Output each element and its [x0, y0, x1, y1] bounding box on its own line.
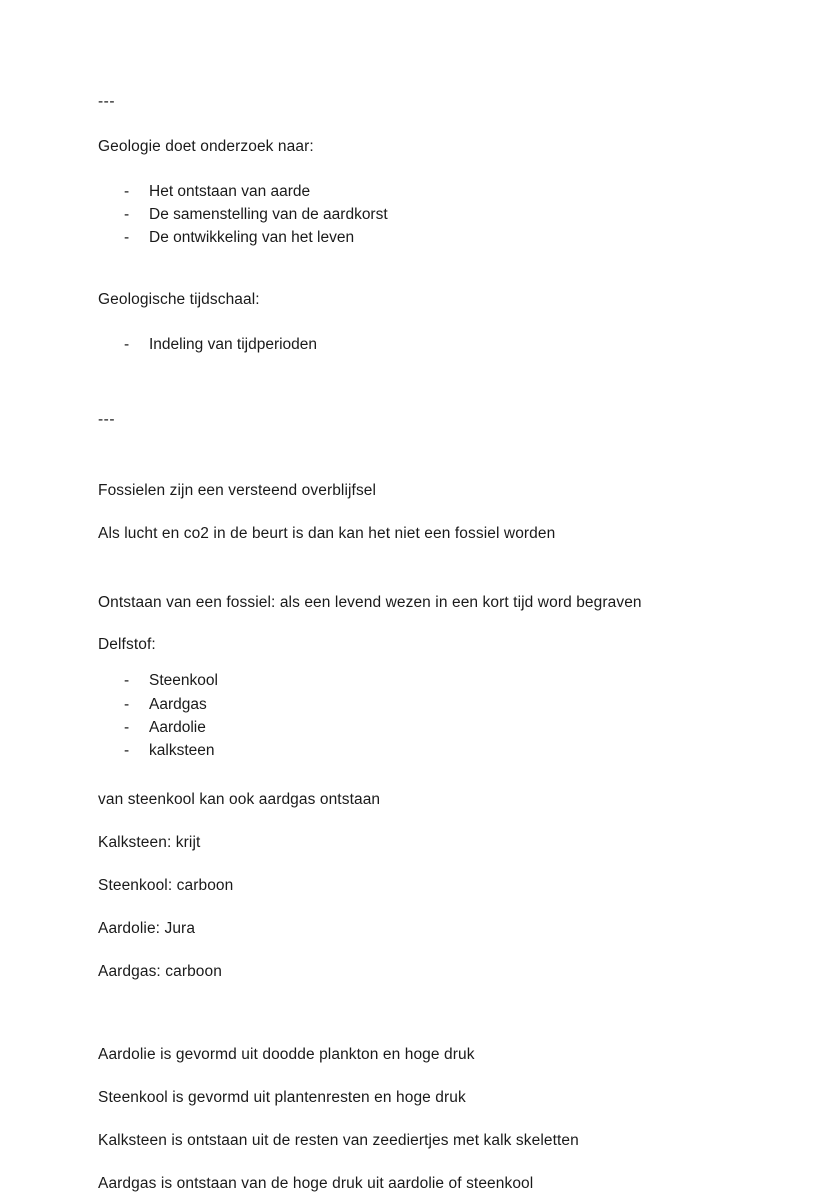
list-marker: - [124, 718, 130, 736]
list-item-label: Aardgas [149, 695, 207, 713]
list-marker: - [124, 695, 130, 713]
list-item-label: Het ontstaan van aarde [149, 182, 311, 200]
spacer [98, 455, 738, 481]
list-marker: - [124, 206, 130, 224]
list-geologie-onderwerpen [98, 180, 738, 250]
list-item [98, 226, 738, 249]
list-item-label: De samenstelling van de aardkorst [149, 206, 388, 224]
list-marker: - [124, 742, 130, 760]
list-marker: - [124, 335, 130, 353]
list-item [98, 693, 738, 716]
paragraph-geologische-tijdschaal: Geologische tijdschaal: [98, 290, 260, 308]
paragraph-kalksteen-ontstaan: Kalksteen is ontstaan uit de resten van zeediertjes met kalk skeletten [98, 1131, 579, 1149]
list-item [98, 669, 738, 692]
document-body [98, 92, 738, 1195]
spacer [98, 567, 738, 593]
list-item-label: De ontwikkeling van het leven [149, 229, 355, 247]
list-item [98, 180, 738, 203]
list-marker: - [124, 229, 130, 247]
paragraph-lucht-co2: Als lucht en co2 in de beurt is dan kan het niet een fossiel worden [98, 524, 556, 542]
list-item-label: kalksteen [149, 742, 215, 760]
paragraph-geologie-intro: Geologie doet onderzoek naar: [98, 137, 314, 155]
list-marker: - [124, 672, 130, 690]
paragraph-kalksteen-krijt: Kalksteen: krijt [98, 834, 201, 852]
list-marker: - [124, 182, 130, 200]
paragraph-fossielen-definitie: Fossielen zijn een versteend overblijfsel [98, 481, 377, 499]
paragraph-steenkool-gevormd: Steenkool is gevormd uit plantenresten en hoge druk [98, 1088, 466, 1106]
horizontal-rule-top: --- [98, 93, 115, 110]
list-tijdschaal [98, 333, 738, 356]
list-delfstoffen [98, 669, 738, 762]
list-item [98, 333, 738, 356]
list-item-label: Indeling van tijdperioden [149, 335, 318, 353]
horizontal-rule-middle: --- [98, 410, 115, 428]
paragraph-aardolie-jura: Aardolie: Jura [98, 920, 196, 938]
list-item [98, 739, 738, 762]
spacer [98, 278, 738, 290]
paragraph-aardgas-carboon: Aardgas: carboon [98, 963, 222, 981]
paragraph-aardolie-gevormd: Aardolie is gevormd uit doodde plankton en hoge druk [98, 1045, 475, 1063]
list-item-label: Aardolie [149, 718, 206, 736]
list-item [98, 203, 738, 226]
list-item-label: Steenkool [149, 672, 218, 690]
list-item [98, 716, 738, 739]
paragraph-steenkool-aardgas: van steenkool kan ook aardgas ontstaan [98, 791, 381, 809]
spacer [98, 1005, 738, 1045]
paragraph-aardgas-ontstaan: Aardgas is ontstaan van de hoge druk uit aardolie of steenkool [98, 1174, 534, 1192]
paragraph-ontstaan-fossiel: Ontstaan van een fossiel: als een levend wezen in een kort tijd word begraven [98, 593, 642, 611]
paragraph-delfstof-heading: Delfstof: [98, 636, 156, 654]
paragraph-steenkool-carboon: Steenkool: carboon [98, 877, 234, 895]
spacer [98, 384, 738, 410]
